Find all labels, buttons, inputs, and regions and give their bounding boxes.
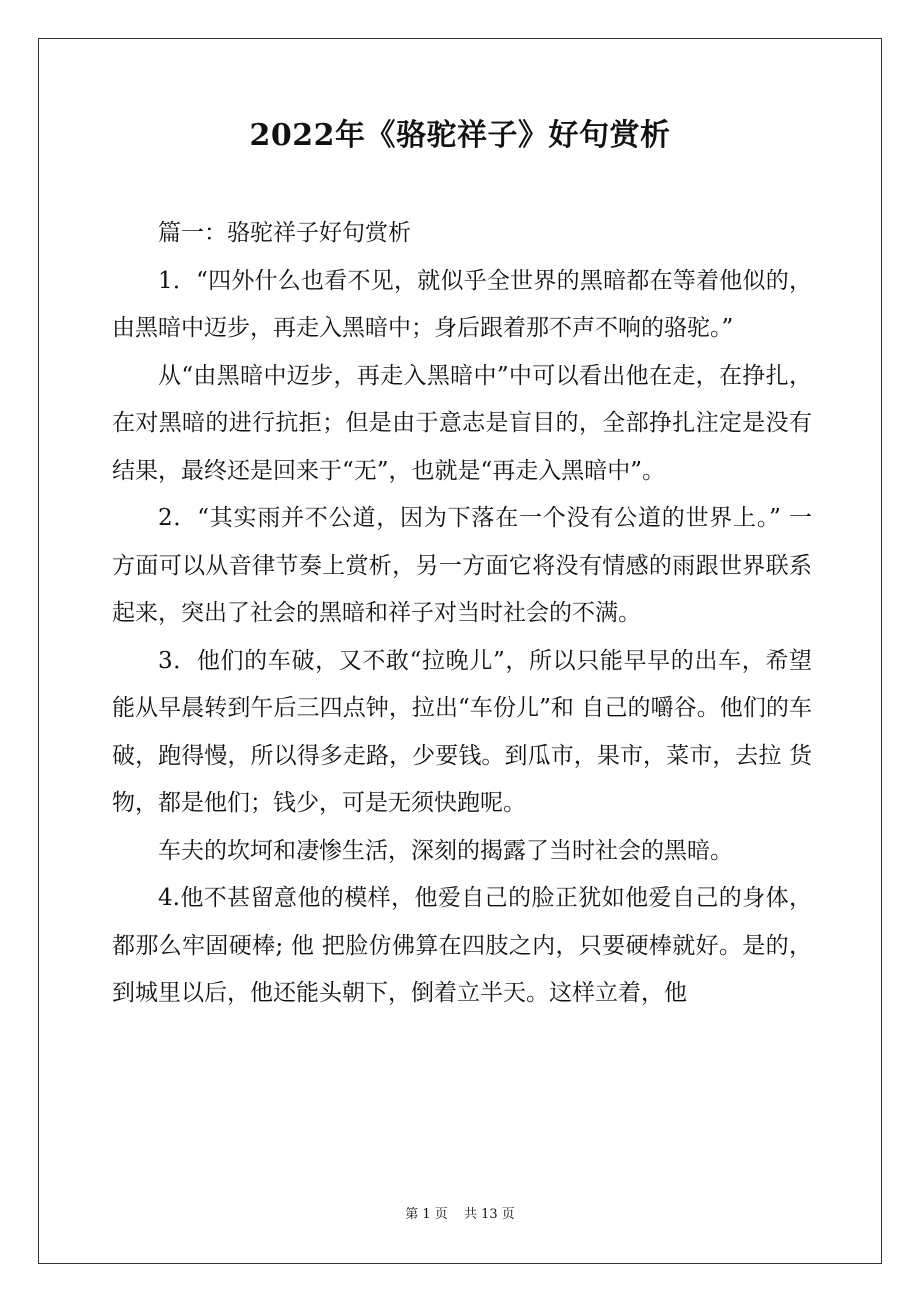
paragraph: 车夫的坎坷和凄惨生活，深刻的揭露了当时社会的黑暗。 bbox=[158, 837, 733, 864]
document-title: 2022年《骆驼祥子》好句赏析 bbox=[249, 118, 671, 153]
page-number: 第 1 页 bbox=[405, 1207, 448, 1222]
page-footer bbox=[0, 1206, 920, 1224]
page-total: 共 13 页 bbox=[463, 1207, 515, 1222]
paragraph: 从“由黑暗中迈步，再走入黑暗中”中可以看出他在走，在挣扎，在对黑暗的进行抗拒；但是由于意志是盲目的，全部挣扎注定是没有结果，最终还是回来于“无”，也就是“再走入黑暗中”。 bbox=[112, 362, 812, 484]
paragraph: 3．他们的车破，又不敢“拉晚儿”，所以只能早早的出车，希望能从早晨转到午后三四点钟，拉出“车份儿”和 自己的嚼谷。他们的车破，跑得慢，所以得多走路，少要钱。到瓜市，果市，菜市，去拉 货物，都是他们；钱少，可是无须快跑呢。 bbox=[112, 647, 812, 816]
paragraph: 1．“四外什么也看不见，就似乎全世界的黑暗都在等着他似的，由黑暗中迈步，再走入黑暗中；身后跟着那不声不响的骆驼。” bbox=[112, 267, 812, 341]
section-heading: 篇一：骆驼祥子好句赏析 bbox=[158, 220, 411, 246]
paragraph: 4.他不甚留意他的模样，他爱自己的脸正犹如他爱自己的身体，都那么牢固硬棒; 他 把脸仿佛算在四肢之内，只要硬棒就好。是的，到城里以后，他还能头朝下，倒着立半天。这样立着，他 bbox=[112, 885, 812, 1006]
paragraph: 2．“其实雨并不公道，因为下落在一个没有公道的世界上。” 一方面可以从音律节奏上赏析，另一方面它将没有情感的雨跟世界联系起来，突出了社会的黑暗和祥子对当时社会的不满。 bbox=[112, 505, 812, 626]
document-body bbox=[112, 210, 812, 1018]
